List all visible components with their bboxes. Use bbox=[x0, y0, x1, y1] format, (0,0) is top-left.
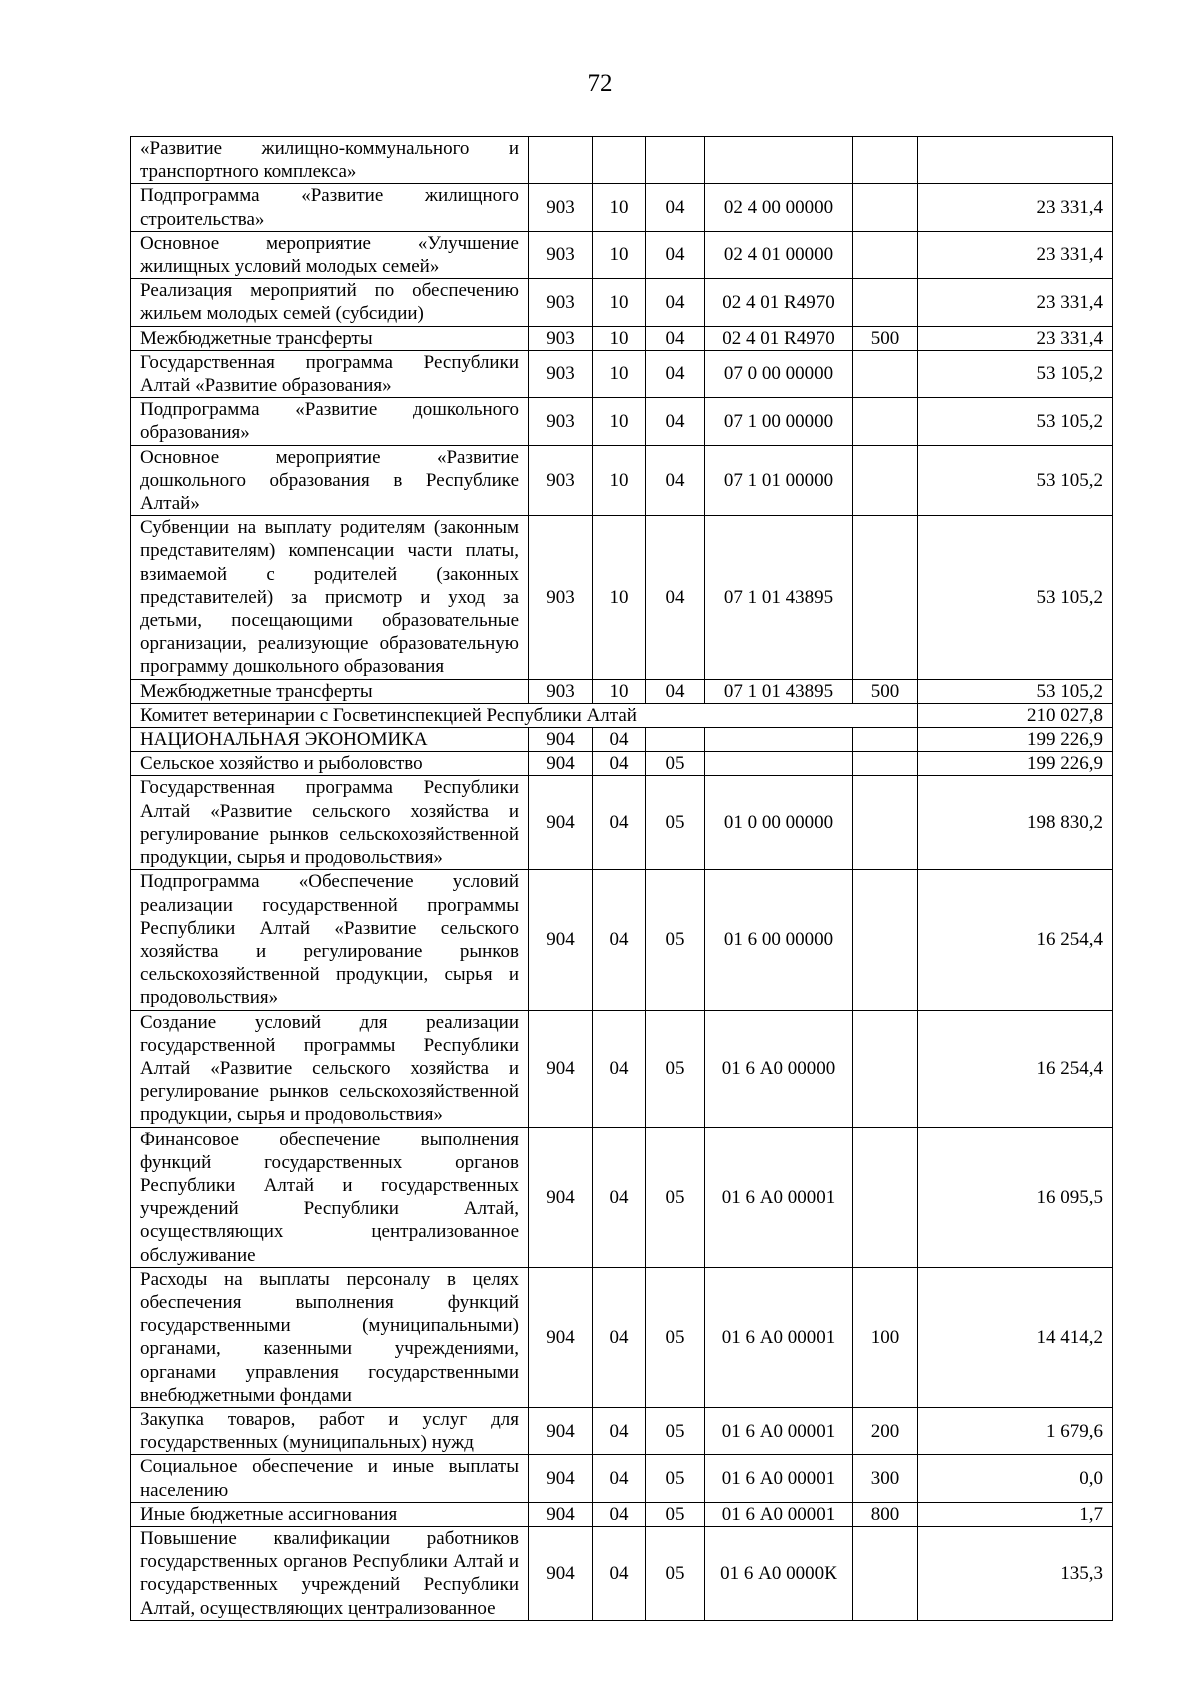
table-row bbox=[131, 398, 1113, 445]
csr-cell: 07 1 00 00000 bbox=[705, 398, 853, 445]
row-name-cell: Основное мероприятие «Улучшение жилищных условий молодых семей» bbox=[131, 231, 529, 278]
table-row bbox=[131, 137, 1113, 184]
row-name-cell: Подпрограмма «Развитие жилищного строительства» bbox=[131, 184, 529, 231]
vr-cell bbox=[853, 1010, 918, 1127]
rz-cell: 10 bbox=[593, 679, 646, 703]
pr-cell: 05 bbox=[646, 1502, 705, 1526]
sum-cell: 23 331,4 bbox=[918, 279, 1113, 326]
csr-cell: 01 6 А0 00001 bbox=[705, 1455, 853, 1502]
sum-cell: 23 331,4 bbox=[918, 231, 1113, 278]
sum-cell: 135,3 bbox=[918, 1526, 1113, 1620]
sum-cell bbox=[918, 137, 1113, 184]
table-row bbox=[131, 184, 1113, 231]
row-name-cell: «Развитие жилищно-коммунального и транспортного комплекса» bbox=[131, 137, 529, 184]
vr-cell bbox=[853, 752, 918, 776]
vr-cell bbox=[853, 184, 918, 231]
sum-cell: 53 105,2 bbox=[918, 679, 1113, 703]
rz-cell: 10 bbox=[593, 231, 646, 278]
rz-cell: 04 bbox=[593, 1267, 646, 1407]
ved-cell: 903 bbox=[529, 184, 593, 231]
csr-cell: 01 6 А0 00000 bbox=[705, 1010, 853, 1127]
page-number: 72 bbox=[587, 70, 613, 97]
rz-cell: 04 bbox=[593, 870, 646, 1010]
csr-cell bbox=[705, 728, 853, 752]
table-row bbox=[131, 350, 1113, 397]
ved-cell: 904 bbox=[529, 870, 593, 1010]
row-name-cell: Подпрограмма «Развитие дошкольного образования» bbox=[131, 398, 529, 445]
ved-cell: 903 bbox=[529, 279, 593, 326]
sum-cell: 16 095,5 bbox=[918, 1127, 1113, 1267]
vr-cell bbox=[853, 1127, 918, 1267]
sum-cell: 23 331,4 bbox=[918, 184, 1113, 231]
csr-cell: 01 6 А0 00001 bbox=[705, 1407, 853, 1454]
vr-cell bbox=[853, 279, 918, 326]
vr-cell bbox=[853, 870, 918, 1010]
row-name-cell: НАЦИОНАЛЬНАЯ ЭКОНОМИКА bbox=[131, 728, 529, 752]
pr-cell: 05 bbox=[646, 870, 705, 1010]
table-row bbox=[131, 1010, 1113, 1127]
ved-cell: 904 bbox=[529, 1407, 593, 1454]
pr-cell: 04 bbox=[646, 326, 705, 350]
csr-cell: 02 4 01 00000 bbox=[705, 231, 853, 278]
pr-cell: 05 bbox=[646, 1127, 705, 1267]
vr-cell bbox=[853, 516, 918, 679]
csr-cell: 01 6 А0 00001 bbox=[705, 1267, 853, 1407]
vr-cell bbox=[853, 776, 918, 870]
vr-cell bbox=[853, 398, 918, 445]
row-name-cell: Комитет ветеринарии с Госветинспекцией Республики Алтай bbox=[131, 703, 918, 727]
pr-cell: 05 bbox=[646, 1455, 705, 1502]
ved-cell: 903 bbox=[529, 398, 593, 445]
pr-cell: 05 bbox=[646, 776, 705, 870]
table-row bbox=[131, 1407, 1113, 1454]
table-row bbox=[131, 279, 1113, 326]
table-row bbox=[131, 516, 1113, 679]
ved-cell: 903 bbox=[529, 516, 593, 679]
vr-cell: 100 bbox=[853, 1267, 918, 1407]
table-body bbox=[131, 137, 1113, 1621]
table-row bbox=[131, 445, 1113, 516]
sum-cell: 23 331,4 bbox=[918, 326, 1113, 350]
pr-cell: 05 bbox=[646, 1526, 705, 1620]
row-name-cell: Межбюджетные трансферты bbox=[131, 326, 529, 350]
row-name-cell: Социальное обеспечение и иные выплаты населению bbox=[131, 1455, 529, 1502]
ved-cell bbox=[529, 137, 593, 184]
vr-cell: 500 bbox=[853, 679, 918, 703]
vr-cell bbox=[853, 231, 918, 278]
table-row bbox=[131, 326, 1113, 350]
ved-cell: 903 bbox=[529, 445, 593, 516]
row-name-cell: Субвенции на выплату родителям (законным представителям) компенсации части платы, взимаемой с родителей (законных представителей) за присмотр и уход за детьми, посещающими образовательные организации, реализующие образовательную программу дошкольного образования bbox=[131, 516, 529, 679]
csr-cell: 07 1 01 43895 bbox=[705, 516, 853, 679]
vr-cell bbox=[853, 137, 918, 184]
rz-cell: 10 bbox=[593, 445, 646, 516]
csr-cell: 01 0 00 00000 bbox=[705, 776, 853, 870]
pr-cell: 04 bbox=[646, 445, 705, 516]
ved-cell: 903 bbox=[529, 231, 593, 278]
pr-cell bbox=[646, 728, 705, 752]
rz-cell: 04 bbox=[593, 776, 646, 870]
pr-cell: 04 bbox=[646, 279, 705, 326]
sum-cell: 53 105,2 bbox=[918, 516, 1113, 679]
vr-cell: 200 bbox=[853, 1407, 918, 1454]
rz-cell: 04 bbox=[593, 728, 646, 752]
csr-cell: 02 4 00 00000 bbox=[705, 184, 853, 231]
pr-cell: 04 bbox=[646, 679, 705, 703]
row-name-cell: Финансовое обеспечение выполнения функций государственных органов Республики Алтай и государственных учреждений Республики Алтай, осуществляющих централизованное обслуживание bbox=[131, 1127, 529, 1267]
table-row bbox=[131, 870, 1113, 1010]
ved-cell: 904 bbox=[529, 1455, 593, 1502]
row-name-cell: Реализация мероприятий по обеспечению жильем молодых семей (субсидии) bbox=[131, 279, 529, 326]
ved-cell: 904 bbox=[529, 728, 593, 752]
vr-cell: 500 bbox=[853, 326, 918, 350]
rz-cell: 10 bbox=[593, 398, 646, 445]
pr-cell: 05 bbox=[646, 1407, 705, 1454]
table-row bbox=[131, 1502, 1113, 1526]
pr-cell: 04 bbox=[646, 231, 705, 278]
csr-cell: 07 0 00 00000 bbox=[705, 350, 853, 397]
table-row bbox=[131, 752, 1113, 776]
pr-cell: 05 bbox=[646, 1267, 705, 1407]
rz-cell: 04 bbox=[593, 1526, 646, 1620]
rz-cell: 04 bbox=[593, 1407, 646, 1454]
rz-cell: 04 bbox=[593, 752, 646, 776]
budget-table bbox=[130, 136, 1113, 1621]
csr-cell: 01 6 А0 00001 bbox=[705, 1502, 853, 1526]
sum-cell: 53 105,2 bbox=[918, 445, 1113, 516]
table-row bbox=[131, 679, 1113, 703]
row-name-cell: Создание условий для реализации государственной программы Республики Алтай «Развитие сельского хозяйства и регулирование рынков сельскохозяйственной продукции, сырья и продовольствия» bbox=[131, 1010, 529, 1127]
sum-cell: 53 105,2 bbox=[918, 350, 1113, 397]
row-name-cell: Подпрограмма «Обеспечение условий реализации государственной программы Республики Алтай «Развитие сельского хозяйства и регулирование рынков сельскохозяйственной продукции, сырья и продовольствия» bbox=[131, 870, 529, 1010]
row-name-cell: Повышение квалификации работников государственных органов Республики Алтай и государственных учреждений Республики Алтай, осуществляющих централизованное bbox=[131, 1526, 529, 1620]
row-name-cell: Основное мероприятие «Развитие дошкольного образования в Республике Алтай» bbox=[131, 445, 529, 516]
row-name-cell: Иные бюджетные ассигнования bbox=[131, 1502, 529, 1526]
sum-cell: 198 830,2 bbox=[918, 776, 1113, 870]
vr-cell bbox=[853, 350, 918, 397]
rz-cell: 10 bbox=[593, 350, 646, 397]
ved-cell: 904 bbox=[529, 1127, 593, 1267]
csr-cell bbox=[705, 752, 853, 776]
table-row bbox=[131, 1526, 1113, 1620]
pr-cell: 05 bbox=[646, 1010, 705, 1127]
sum-cell: 1,7 bbox=[918, 1502, 1113, 1526]
rz-cell: 10 bbox=[593, 326, 646, 350]
csr-cell: 02 4 01 R4970 bbox=[705, 326, 853, 350]
rz-cell bbox=[593, 137, 646, 184]
rz-cell: 04 bbox=[593, 1010, 646, 1127]
pr-cell: 04 bbox=[646, 398, 705, 445]
ved-cell: 903 bbox=[529, 326, 593, 350]
ved-cell: 904 bbox=[529, 776, 593, 870]
vr-cell bbox=[853, 1526, 918, 1620]
sum-cell: 14 414,2 bbox=[918, 1267, 1113, 1407]
table-row bbox=[131, 231, 1113, 278]
rz-cell: 04 bbox=[593, 1502, 646, 1526]
sum-cell: 1 679,6 bbox=[918, 1407, 1113, 1454]
row-name-cell: Государственная программа Республики Алтай «Развитие образования» bbox=[131, 350, 529, 397]
ved-cell: 904 bbox=[529, 1267, 593, 1407]
csr-cell: 01 6 А0 0000К bbox=[705, 1526, 853, 1620]
vr-cell: 800 bbox=[853, 1502, 918, 1526]
table-row bbox=[131, 776, 1113, 870]
row-name-cell: Сельское хозяйство и рыболовство bbox=[131, 752, 529, 776]
csr-cell: 01 6 00 00000 bbox=[705, 870, 853, 1010]
ved-cell: 904 bbox=[529, 1526, 593, 1620]
rz-cell: 04 bbox=[593, 1127, 646, 1267]
pr-cell: 04 bbox=[646, 350, 705, 397]
rz-cell: 10 bbox=[593, 184, 646, 231]
ved-cell: 904 bbox=[529, 1010, 593, 1127]
vr-cell: 300 bbox=[853, 1455, 918, 1502]
csr-cell bbox=[705, 137, 853, 184]
table-row bbox=[131, 728, 1113, 752]
rz-cell: 10 bbox=[593, 279, 646, 326]
ved-cell: 903 bbox=[529, 679, 593, 703]
csr-cell: 02 4 01 R4970 bbox=[705, 279, 853, 326]
pr-cell bbox=[646, 137, 705, 184]
csr-cell: 01 6 А0 00001 bbox=[705, 1127, 853, 1267]
sum-cell: 16 254,4 bbox=[918, 870, 1113, 1010]
row-name-cell: Закупка товаров, работ и услуг для государственных (муниципальных) нужд bbox=[131, 1407, 529, 1454]
ved-cell: 904 bbox=[529, 1502, 593, 1526]
sum-cell: 0,0 bbox=[918, 1455, 1113, 1502]
vr-cell bbox=[853, 445, 918, 516]
row-name-cell: Расходы на выплаты персоналу в целях обеспечения выполнения функций государственными (муниципальными) органами, казенными учреждениями, органами управления государственными внебюджетными фондами bbox=[131, 1267, 529, 1407]
table-row bbox=[131, 703, 1113, 727]
table-row bbox=[131, 1455, 1113, 1502]
ved-cell: 904 bbox=[529, 752, 593, 776]
pr-cell: 05 bbox=[646, 752, 705, 776]
sum-cell: 210 027,8 bbox=[918, 703, 1113, 727]
ved-cell: 903 bbox=[529, 350, 593, 397]
pr-cell: 04 bbox=[646, 184, 705, 231]
sum-cell: 199 226,9 bbox=[918, 752, 1113, 776]
pr-cell: 04 bbox=[646, 516, 705, 679]
row-name-cell: Государственная программа Республики Алтай «Развитие сельского хозяйства и регулирование рынков сельскохозяйственной продукции, сырья и продовольствия» bbox=[131, 776, 529, 870]
rz-cell: 10 bbox=[593, 516, 646, 679]
sum-cell: 199 226,9 bbox=[918, 728, 1113, 752]
table-row bbox=[131, 1267, 1113, 1407]
csr-cell: 07 1 01 00000 bbox=[705, 445, 853, 516]
csr-cell: 07 1 01 43895 bbox=[705, 679, 853, 703]
vr-cell bbox=[853, 728, 918, 752]
row-name-cell: Межбюджетные трансферты bbox=[131, 679, 529, 703]
table-row bbox=[131, 1127, 1113, 1267]
rz-cell: 04 bbox=[593, 1455, 646, 1502]
sum-cell: 53 105,2 bbox=[918, 398, 1113, 445]
sum-cell: 16 254,4 bbox=[918, 1010, 1113, 1127]
